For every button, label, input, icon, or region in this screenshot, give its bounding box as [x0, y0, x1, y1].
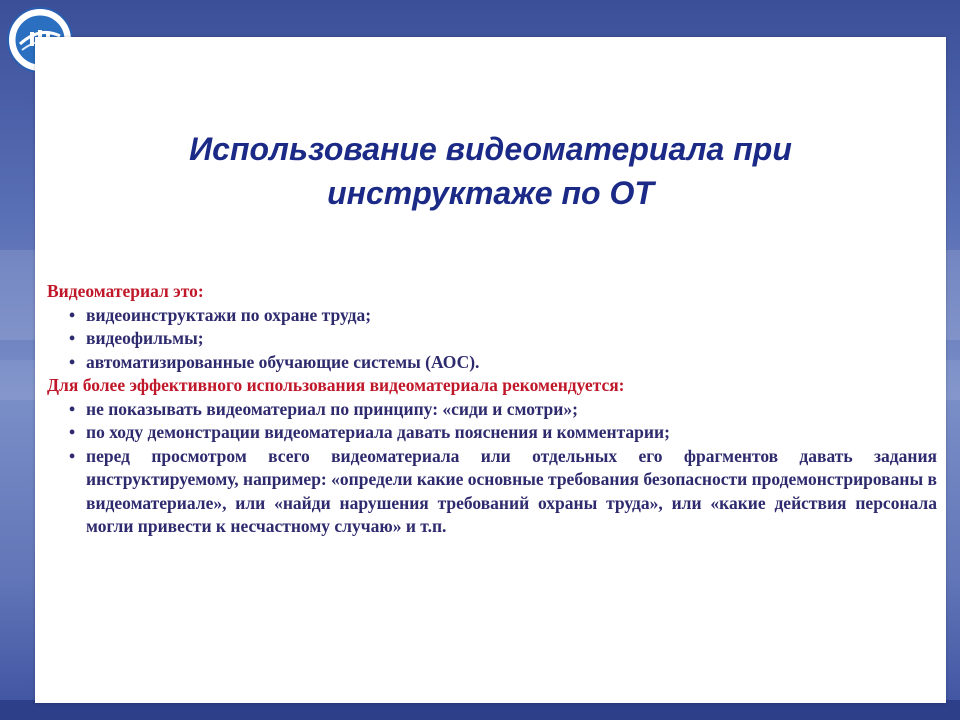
list-item: [47, 351, 937, 375]
slide-title: [35, 127, 946, 215]
bullet-list: [47, 398, 937, 539]
bottom-bar: [0, 700, 960, 720]
list-item: [47, 445, 937, 539]
section-heading: Видеоматериал это:: [47, 281, 204, 301]
list-item: [47, 304, 937, 328]
list-item: [47, 398, 937, 422]
bullet-list: [47, 304, 937, 375]
title-line: инструктаже по ОТ: [327, 175, 654, 211]
list-item-text: видеофильмы;: [86, 328, 204, 348]
slide-card: [35, 37, 946, 703]
bullet-icon: •: [69, 304, 76, 325]
list-item-text: не показывать видеоматериал по принципу: «сиди и смотри»;: [86, 398, 578, 419]
bullet-icon: •: [69, 328, 76, 348]
list-item-text: автоматизированные обучающие системы (АОС).: [86, 351, 480, 372]
bullet-icon: •: [69, 351, 76, 372]
list-item: [47, 421, 937, 445]
list-item-text: по ходу демонстрации видеоматериала давать пояснения и комментарии;: [86, 422, 670, 442]
list-item: [47, 327, 937, 351]
bullet-icon: •: [69, 445, 76, 466]
slide-content: [47, 280, 937, 539]
bullet-icon: •: [69, 398, 76, 419]
section-heading: Для более эффективного использования видеоматериала рекомендуется:: [47, 375, 625, 395]
bullet-icon: •: [69, 422, 76, 442]
list-item-text: перед просмотром всего видеоматериала или отдельных его фрагментов давать задания инструктируемому, например: «определи какие основные требования безопасности продемонстрированы в видеоматериале», или «найди нарушения требований охраны труда», или «какие действия персонала могли привести к несчастному случаю» и т.п.: [86, 445, 938, 536]
title-line: Использование видеоматериала при: [189, 131, 792, 167]
list-item-text: видеоинструктажи по охране труда;: [86, 304, 372, 325]
